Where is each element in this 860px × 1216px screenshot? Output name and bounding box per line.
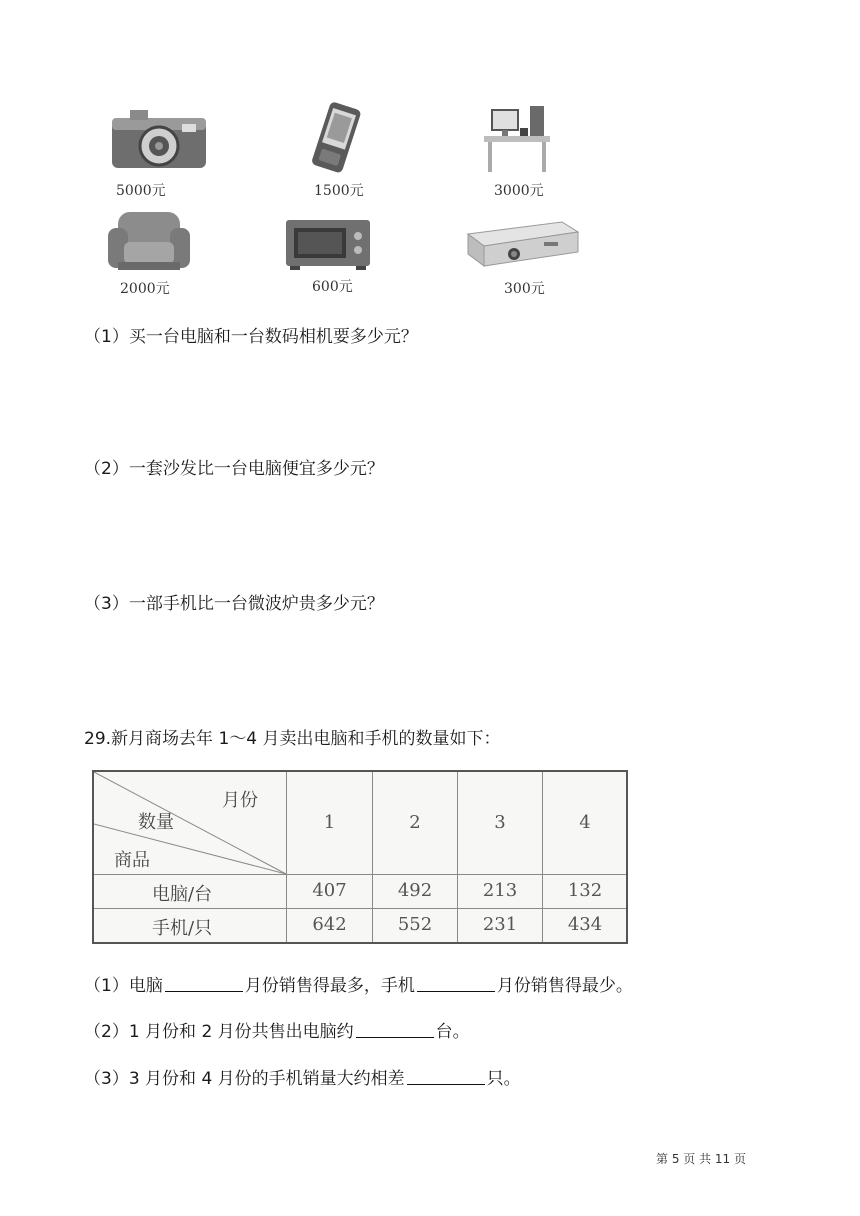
product-projector — [462, 212, 592, 312]
question-29-2 — [84, 1017, 470, 1042]
header-month: 月份 — [222, 790, 258, 811]
table-cell: 434 — [567, 914, 603, 935]
microwave-icon — [284, 216, 374, 272]
table-cell: 231 — [482, 914, 518, 935]
table-cell: 132 — [567, 880, 603, 901]
row-label-computer: 电脑/台 — [152, 884, 213, 905]
answer-blank[interactable] — [165, 990, 243, 992]
row-label-phone: 手机/只 — [152, 918, 213, 939]
table-cell: 642 — [312, 914, 347, 935]
header-goods: 商品 — [114, 850, 150, 871]
header-quantity: 数量 — [138, 812, 174, 833]
question-28-3: （3）一部手机比一台微波炉贵多少元？ — [84, 594, 384, 614]
table-cell: 552 — [397, 914, 433, 935]
product-computer — [478, 102, 608, 202]
q29-2-part-a: （2）1 月份和 2 月份共售出电脑约 — [84, 1022, 354, 1042]
month-header: 1 — [323, 812, 336, 833]
phone-icon — [300, 100, 370, 176]
price-label: 1500元 — [314, 183, 364, 199]
projector-icon — [462, 212, 582, 272]
product-phone — [300, 100, 430, 200]
q29-3-part-b: 只。 — [486, 1069, 521, 1089]
month-header: 2 — [409, 812, 421, 833]
q29-1-part-b: 月份销售得最多，手机 — [244, 976, 415, 996]
product-sofa — [104, 206, 234, 306]
price-label: 3000元 — [494, 183, 544, 199]
page-footer: 第 5 页 共 11 页 — [656, 1152, 746, 1166]
sales-table — [92, 770, 628, 944]
table-cell: 492 — [397, 880, 433, 901]
product-camera — [104, 104, 234, 204]
question-29-1 — [84, 971, 633, 996]
price-label: 600元 — [312, 279, 353, 295]
question-28-1: （1）买一台电脑和一台数码相机要多少元？ — [84, 327, 418, 347]
sofa-icon — [104, 206, 194, 276]
answer-blank[interactable] — [407, 1083, 485, 1085]
month-header: 4 — [579, 812, 591, 833]
q29-3-part-a: （3）3 月份和 4 月份的手机销量大约相差 — [84, 1069, 405, 1089]
computer-icon — [478, 102, 558, 174]
table-cell: 407 — [312, 880, 347, 901]
question-29-title: 29.新月商场去年 1～4 月卖出电脑和手机的数量如下： — [84, 729, 501, 749]
answer-blank[interactable] — [417, 990, 495, 992]
price-label: 2000元 — [120, 281, 170, 297]
table-cell: 213 — [482, 880, 518, 901]
product-microwave — [284, 216, 414, 316]
q29-1-part-a: （1）电脑 — [84, 976, 163, 996]
answer-blank[interactable] — [356, 1036, 434, 1038]
price-label: 300元 — [504, 281, 545, 297]
q29-2-part-b: 台。 — [435, 1022, 470, 1042]
month-header: 3 — [494, 812, 506, 833]
camera-icon — [104, 104, 214, 176]
question-29-3 — [84, 1064, 521, 1089]
q29-1-part-c: 月份销售得最少。 — [496, 976, 633, 996]
question-28-2: （2）一套沙发比一台电脑便宜多少元？ — [84, 459, 384, 479]
price-label: 5000元 — [116, 183, 166, 199]
